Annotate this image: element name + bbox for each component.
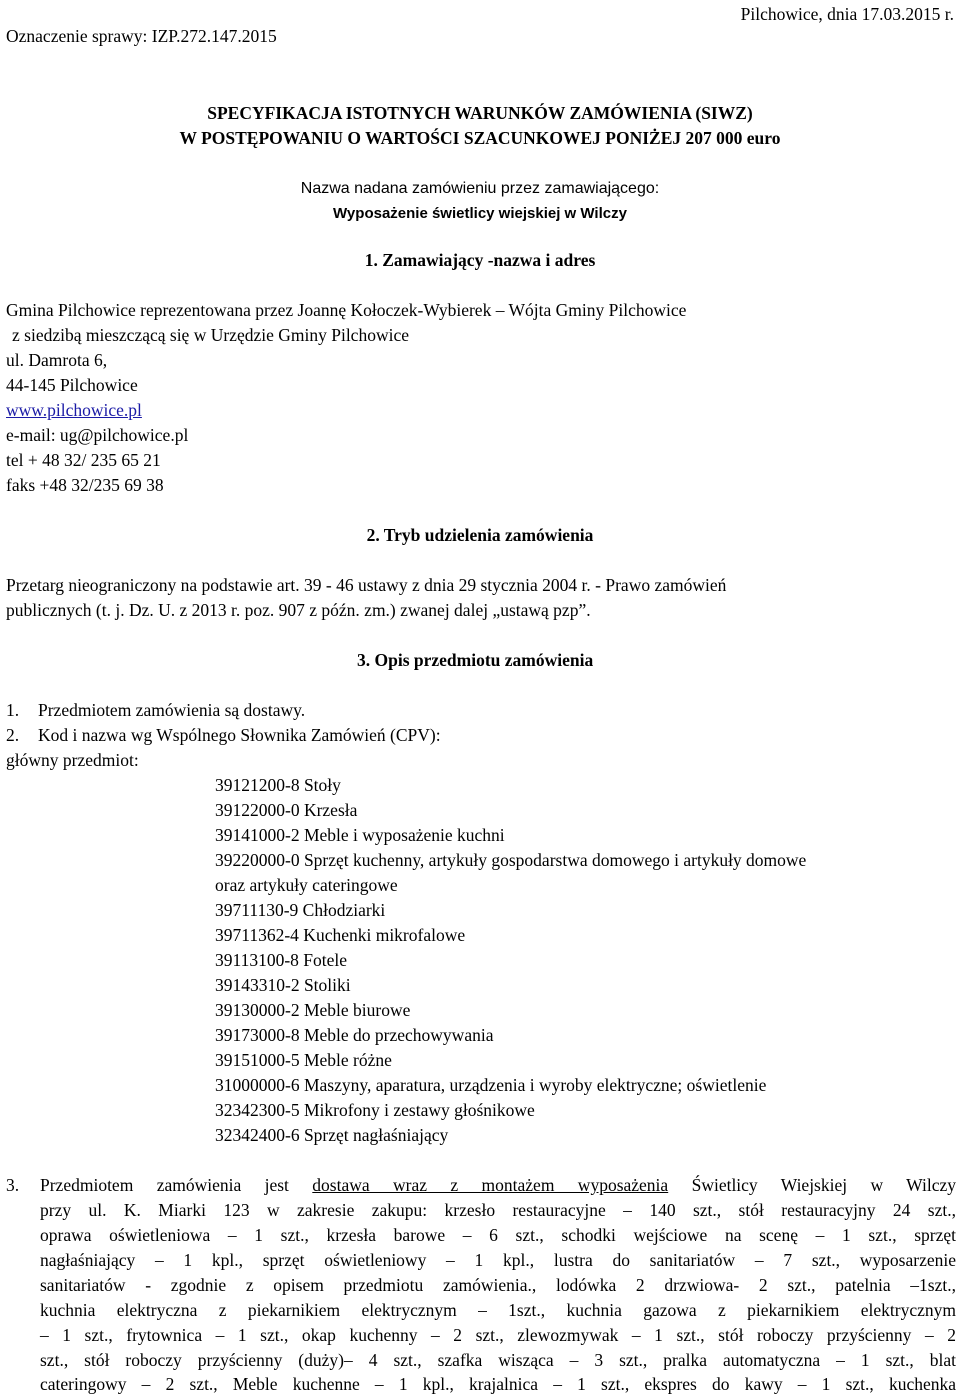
order-name-value: Wyposażenie świetlicy wiejskiej w Wilczy bbox=[333, 205, 627, 222]
item-3-underlined-phrase: dostawa wraz z montażem wyposażenia bbox=[312, 1175, 669, 1195]
address-city: 44-145 Pilchowice bbox=[6, 375, 138, 395]
cpv-code-item: 32342300-5 Mikrofony i zestawy głośnikowe bbox=[215, 1100, 535, 1120]
cpv-code-item: 39220000-0 Sprzęt kuchenny, artykuły gospodarstwa domowego i artykuły domowe bbox=[215, 850, 807, 870]
item-1-text: Przedmiotem zamówienia są dostawy. bbox=[38, 700, 306, 720]
item-3-line: nagłaśniający – 1 kpl., sprzęt oświetleniowy – 1 kpl., lustra do sanitariatów – 7 szt., wyposarzenie bbox=[40, 1250, 956, 1270]
cpv-code-item: 39151000-5 Meble różne bbox=[215, 1050, 392, 1070]
section-2-heading: 2. Tryb udzielenia zamówienia bbox=[366, 525, 594, 545]
address-street: ul. Damrota 6, bbox=[6, 350, 108, 370]
cpv-code-item-continuation: oraz artykuły cateringowe bbox=[215, 875, 398, 895]
item-2-number: 2. bbox=[6, 725, 20, 745]
cpv-code-item: 39122000-0 Krzesła bbox=[215, 800, 358, 820]
item-3-first-line bbox=[40, 1173, 956, 1198]
cpv-code-item: 39121200-8 Stoły bbox=[215, 775, 341, 795]
cpv-code-item: 39141000-2 Meble i wyposażenie kuchni bbox=[215, 825, 505, 845]
item-3-line: – 1 szt., frytownica – 1 szt., okap kuchenny – 2 szt., zlewozmywak – 1 szt., stół roboczy przyścienny – 2 bbox=[40, 1325, 956, 1345]
cpv-code-item: 39711130-9 Chłodziarki bbox=[215, 900, 386, 920]
cpv-code-item: 39173000-8 Meble do przechowywania bbox=[215, 1025, 494, 1045]
item-3-line: cateringowy – 2 szt., Meble kuchenne – 1 kpl., krajalnica – 1 szt., ekspres do kawy – 1 szt., kuchenka bbox=[40, 1374, 956, 1394]
document-title: SPECYFIKACJA ISTOTNYCH WARUNKÓW ZAMÓWIENIA (SIWZ) bbox=[207, 103, 753, 123]
item-1-number: 1. bbox=[6, 700, 20, 720]
item-3-number: 3. bbox=[6, 1175, 20, 1195]
item-3-line: sanitariatów - zgodnie z opisem przedmiotu zamówienia., lodówka 2 drzwiowa- 2 szt., patelnia –1szt., bbox=[40, 1275, 956, 1295]
place-and-date: Pilchowice, dnia 17.03.2015 r. bbox=[740, 4, 954, 24]
fax-number: faks +48 32/235 69 38 bbox=[6, 475, 164, 495]
order-name-label: Nazwa nadana zamówieniu przez zamawiającego: bbox=[300, 180, 660, 197]
section-3-heading: 3. Opis przedmiotu zamówienia bbox=[357, 650, 594, 670]
item-2-text: Kod i nazwa wg Wspólnego Słownika Zamówień (CPV): bbox=[38, 725, 441, 745]
item-3-line: oprawa oświetleniowa – 1 szt., krzesła barowe – 6 szt., schodki wejściowe na scenę – 1 szt., sprzęt bbox=[40, 1225, 956, 1245]
cpv-code-item: 39130000-2 Meble biurowe bbox=[215, 1000, 411, 1020]
main-subject-label: główny przedmiot: bbox=[6, 750, 139, 770]
item-3-intro: Przedmiotem zamówienia jest bbox=[40, 1175, 313, 1195]
telephone-number: tel + 48 32/ 235 65 21 bbox=[6, 450, 161, 470]
cpv-code-item: 31000000-6 Maszyny, aparatura, urządzenia i wyroby elektryczne; oświetlenie bbox=[215, 1075, 767, 1095]
authority-line-1: Gmina Pilchowice reprezentowana przez Joannę Kołoczek-Wybierek – Wójta Gminy Pilchowice bbox=[6, 300, 687, 320]
cpv-code-item: 39113100-8 Fotele bbox=[215, 950, 348, 970]
item-3-line: kuchnia elektryczna z piekarnikiem elektrycznym – 1szt., kuchnia gazowa z piekarnikiem elektrycznym bbox=[40, 1300, 956, 1320]
website-link[interactable]: www.pilchowice.pl bbox=[6, 400, 142, 420]
item-3-line: szt., stół roboczy przyścienny (duży)– 4 szt., szafka wisząca – 3 szt., pralka automatyczna – 1 szt., blat bbox=[40, 1350, 956, 1370]
item-3-intro-tail: Świetlicy Wiejskiej w Wilczy bbox=[668, 1175, 957, 1195]
procedure-line-1: Przetarg nieograniczony na podstawie art. 39 - 46 ustawy z dnia 29 stycznia 2004 r. - Prawo zamówień bbox=[6, 575, 727, 595]
procedure-line-2: publicznych (t. j. Dz. U. z 2013 r. poz. 907 z późn. zm.) zwanej dalej „ustawą pzp”. bbox=[6, 600, 591, 620]
item-3-line: przy ul. K. Miarki 123 w zakresie zakupu: krzesło restauracyjne – 140 szt., stół restauracyjny 24 szt., bbox=[40, 1200, 956, 1220]
cpv-code-item: 32342400-6 Sprzęt nagłaśniający bbox=[215, 1125, 449, 1145]
case-reference: Oznaczenie sprawy: IZP.272.147.2015 bbox=[6, 26, 277, 46]
section-1-heading: 1. Zamawiający -nazwa i adres bbox=[364, 250, 596, 270]
document-subtitle: W POSTĘPOWANIU O WARTOŚCI SZACUNKOWEJ PONIŻEJ 207 000 euro bbox=[179, 128, 781, 148]
cpv-code-item: 39711362-4 Kuchenki mikrofalowe bbox=[215, 925, 466, 945]
authority-line-2: z siedzibą mieszczącą się w Urzędzie Gminy Pilchowice bbox=[12, 325, 409, 345]
cpv-code-item: 39143310-2 Stoliki bbox=[215, 975, 351, 995]
email-address: e-mail: ug@pilchowice.pl bbox=[6, 425, 189, 445]
